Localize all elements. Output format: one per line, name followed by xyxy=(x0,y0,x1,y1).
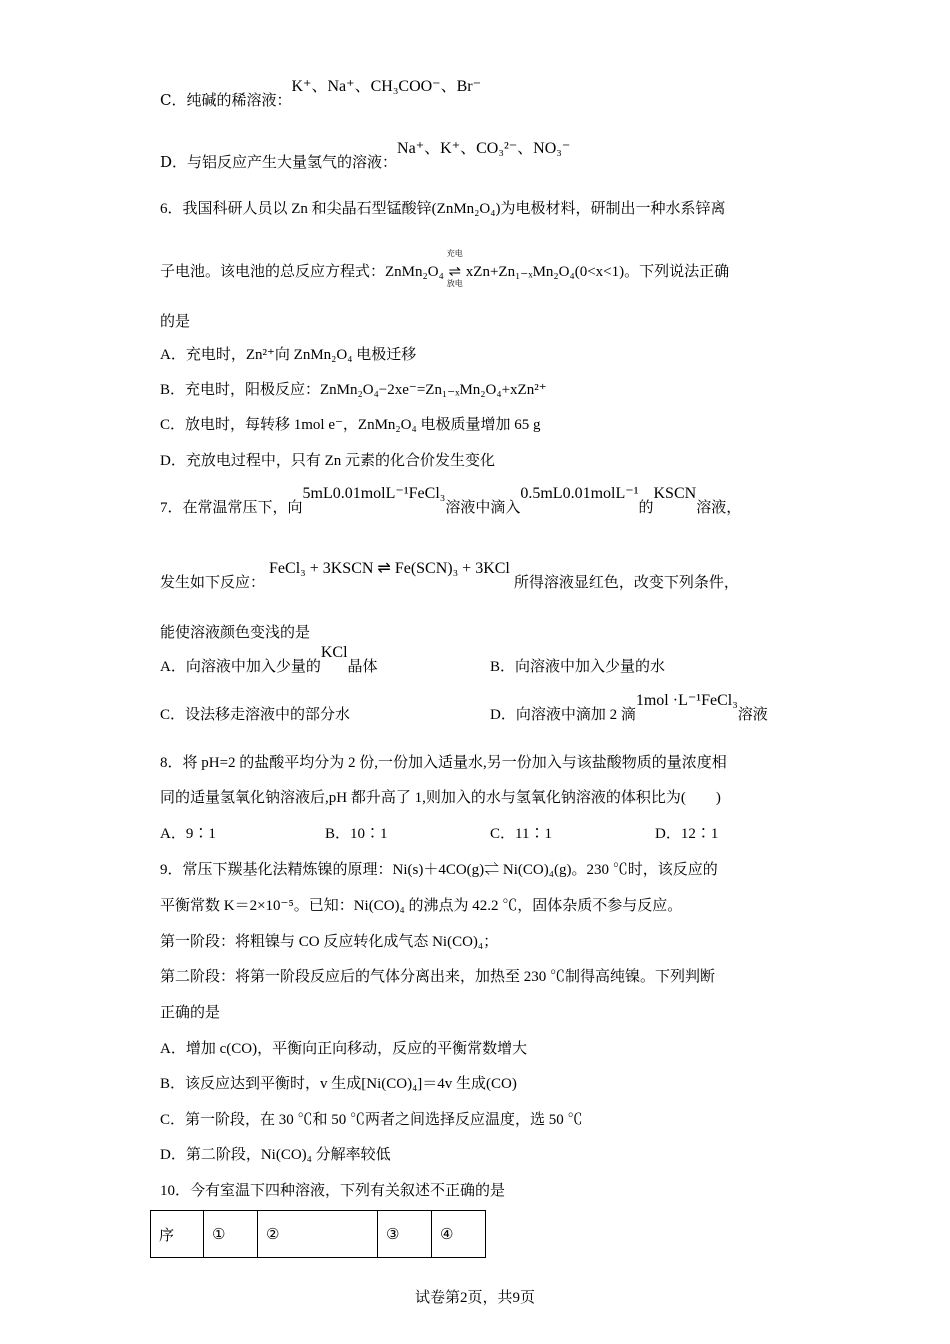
q7-p1: 7．在常温常压下，向 xyxy=(160,500,303,516)
q9-option-d: D．第二阶段，Ni(CO)₄ 分解率较低 xyxy=(160,1147,391,1163)
q7-p4: 溶液， xyxy=(696,500,742,516)
q7-stem-line3: 能使溶液颜色变浅的是 xyxy=(160,625,311,641)
q6-stem-line2-pre: 子电池。该电池的总反应方程式：ZnMn₂O₄ xyxy=(160,264,444,280)
q8-option-c: C．11∶1 xyxy=(490,826,552,842)
q9-option-c: C．第一阶段，在 30 ℃和 50 ℃两者之间选择反应温度，选 50 ℃ xyxy=(160,1112,583,1128)
q5-option-d xyxy=(160,140,571,173)
arrow-bottom-label: 放电 xyxy=(446,279,463,288)
q8-stem-line2: 同的适量氢氧化钠溶液后,pH 都升高了 1,则加入的水与氢氧化钠溶液的体积比为( ) xyxy=(160,790,721,806)
q8-option-a: A．9∶1 xyxy=(160,826,216,842)
q7-d-post: 溶液 xyxy=(737,707,768,723)
q7-a-post: 晶体 xyxy=(347,659,378,675)
q9-stem-line1: 9．常压下羰基化法精炼镍的原理：Ni(s)＋4CO(g)⇌ Ni(CO)₄(g)。230 ℃时，该反应的 xyxy=(160,862,718,878)
q6-stem-line2 xyxy=(160,249,730,288)
q7-option-b: B．向溶液中加入少量的水 xyxy=(490,659,666,675)
table-row xyxy=(151,1211,486,1258)
q5-c-ions: K⁺、Na⁺、CH₃COO⁻、Br⁻ xyxy=(291,78,482,95)
q7-option-a xyxy=(160,644,378,677)
q7-stem-line2 xyxy=(160,560,739,593)
q6-stem-line1: 6．我国科研人员以 Zn 和尖晶石型锰酸锌(ZnMn₂O₄)为电极材料，研制出一种水系锌离 xyxy=(160,201,726,217)
q8-stem-line1: 8．将 pH=2 的盐酸平均分为 2 份,一份加入适量水,另一份加入与该盐酸物质的量浓度相 xyxy=(160,755,727,771)
q9-stem-line5: 正确的是 xyxy=(160,1005,221,1021)
table-header-cell: ② xyxy=(258,1211,378,1258)
q7-a-formula: KCl xyxy=(320,644,348,661)
q6-option-b: B．充电时，阳极反应：ZnMn₂O₄−2xe⁻=Zn₁₋ₓMn₂O₄+xZn²⁺ xyxy=(160,382,547,398)
page-footer: 试卷第2页，共9页 xyxy=(414,1290,535,1306)
q7-m2: 0.5mL0.01molL⁻¹ xyxy=(520,485,639,502)
q10-table xyxy=(150,1210,486,1258)
q7-option-d xyxy=(490,692,768,725)
q7-stem-line1 xyxy=(160,485,742,518)
table-header-cell: ③ xyxy=(378,1211,432,1258)
q6-option-d: D．充放电过程中，只有 Zn 元素的化合价发生变化 xyxy=(160,453,495,469)
q7-l2-post: 所得溶液显红色，改变下列条件， xyxy=(513,575,739,591)
q5-option-c xyxy=(160,78,482,111)
q7-p3: 的 xyxy=(638,500,654,516)
q7-a-pre: A．向溶液中加入少量的 xyxy=(160,659,321,675)
q7-option-c: C．设法移走溶液中的部分水 xyxy=(160,707,351,723)
table-header-cell: ① xyxy=(204,1211,258,1258)
q7-m3: KSCN xyxy=(653,485,697,502)
q10-stem-line1: 10．今有室温下四种溶液，下列有关叙述不正确的是 xyxy=(160,1183,506,1199)
table-header-cell: ④ xyxy=(432,1211,486,1258)
q7-d-formula: 1mol ·L⁻¹FeCl₃ xyxy=(635,692,738,709)
q6-option-a: A．充电时，Zn²⁺向 ZnMn₂O₄ 电极迁移 xyxy=(160,347,417,363)
table-header-cell: 序 xyxy=(151,1211,204,1258)
arrow-top-label: 充电 xyxy=(446,249,463,258)
q7-m1: 5mL0.01molL⁻¹FeCl₃ xyxy=(302,485,446,502)
equilibrium-arrow-icon: 充电 ⇌ 放电 xyxy=(444,262,466,282)
q7-equation: FeCl₃ + 3KSCN ⇌ Fe(SCN)₃ + 3KCl xyxy=(269,560,510,577)
q7-p2: 溶液中滴入 xyxy=(445,500,521,516)
q6-stem-line3: 的是 xyxy=(160,314,191,330)
q8-option-b: B．10∶1 xyxy=(325,826,388,842)
q5-d-ions: Na⁺、K⁺、CO₃²⁻、NO₃⁻ xyxy=(397,140,571,157)
q7-l2-pre: 发生如下反应： xyxy=(160,575,266,591)
q9-stem-line3: 第一阶段：将粗镍与 CO 反应转化成气态 Ni(CO)₄； xyxy=(160,934,499,950)
q9-option-b: B．该反应达到平衡时，v 生成[Ni(CO)₄]＝4v 生成(CO) xyxy=(160,1076,517,1092)
q8-option-d: D．12∶1 xyxy=(655,826,719,842)
q9-stem-line2: 平衡常数 K＝2×10⁻⁵。已知：Ni(CO)₄ 的沸点为 42.2 ℃，固体杂质不参与反应。 xyxy=(160,898,683,914)
q6-option-c: C．放电时，每转移 1mol e⁻，ZnMn₂O₄ 电极质量增加 65 g xyxy=(160,417,541,433)
q5-c-label: C．纯碱的稀溶液： xyxy=(160,91,292,109)
q6-stem-line2-post: xZn+Zn₁₋ₓMn₂O₄(0<x<1)。下列说法正确 xyxy=(465,264,730,280)
q9-stem-line4: 第二阶段：将第一阶段反应后的气体分离出来，加热至 230 ℃制得高纯镍。下列判断 xyxy=(160,969,716,985)
q7-d-pre: D．向溶液中滴加 2 滴 xyxy=(490,707,636,723)
q9-option-a: A．增加 c(CO)，平衡向正向移动，反应的平衡常数增大 xyxy=(160,1041,528,1057)
q5-d-label: D．与铝反应产生大量氢气的溶液： xyxy=(160,153,398,171)
